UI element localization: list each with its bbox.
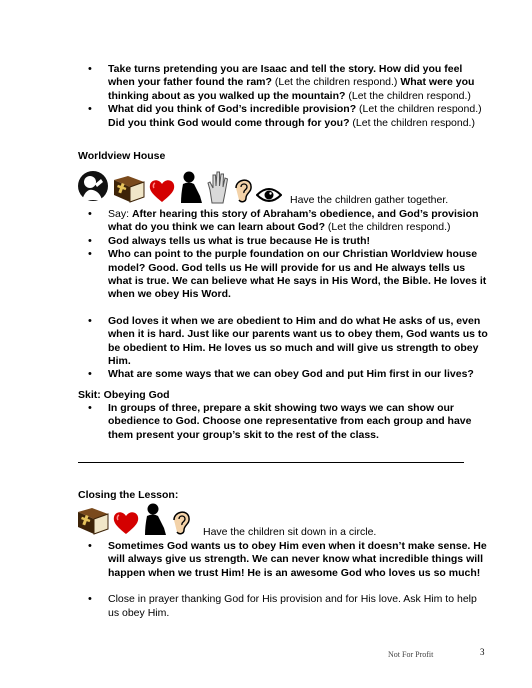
- section-heading-skit: Skit: Obeying God: [78, 389, 170, 401]
- silhouette-child-icon: [178, 170, 204, 204]
- praying-child-icon: [76, 170, 110, 204]
- section-heading-closing: Closing the Lesson:: [78, 489, 179, 501]
- list-item: [78, 368, 488, 381]
- spacer: [78, 580, 488, 593]
- closing-list: [78, 540, 488, 620]
- ear-icon: [170, 506, 192, 536]
- question-text: What did you think of God’s incredible provision?: [108, 103, 357, 116]
- worldview-caption: Have the children gather together.: [290, 194, 449, 206]
- hand-icon: [206, 170, 230, 204]
- note-text: (Let the children respond.): [271, 76, 401, 89]
- worldview-icon-row: [76, 170, 282, 204]
- list-item: [78, 540, 488, 580]
- list-item: [78, 315, 488, 369]
- note-text: (Let the children respond.): [325, 221, 451, 234]
- statement-text: Sometimes God wants us to obey Him even when it doesn’t make sense. He will always give us strength. We can never know what incredible things will happen when we trust Him! He is an awesome God who loves us so much!: [108, 540, 487, 579]
- statement-text: God always tells us what is true because He is truth!: [108, 234, 370, 247]
- eye-icon: [256, 186, 282, 204]
- bible-icon: [112, 174, 146, 204]
- note-text: Say:: [108, 208, 132, 220]
- list-item: [78, 63, 488, 103]
- heart-icon: [112, 510, 140, 536]
- divider-line: [78, 462, 464, 463]
- instruction-text: In groups of three, prepare a skit showing two ways we can show our obedience to God. Choose one representative from each group and have them present your group’s skit to the rest of the class.: [108, 402, 472, 441]
- list-item: [78, 593, 488, 620]
- list-item: [78, 248, 488, 302]
- page-number: 3: [480, 647, 485, 657]
- list-item: [78, 235, 488, 248]
- ear-icon: [232, 174, 254, 204]
- question-text: What were you thinking about as you walked up the mountain?: [108, 76, 475, 102]
- note-text: (Let the children respond.): [345, 89, 471, 102]
- statement-text: God loves it when we are obedient to Him and do what He asks of us, even when it is hard. Just like our parents want us to obey them, God wants us to be obedient to Him. He loves us so much and will give us strength to obey Him.: [108, 314, 488, 368]
- question-text: What are some ways that we can obey God and put Him first in our lives?: [108, 368, 474, 381]
- note-text: (Let the children respond.): [356, 103, 482, 116]
- question-text: Did you think God would come through for you?: [108, 116, 350, 129]
- closing-caption: Have the children sit down in a circle.: [203, 526, 377, 538]
- question-text: Take turns pretending you are Isaac and tell the story. How did you feel when your father found the ram?: [108, 63, 463, 89]
- list-item: [78, 402, 488, 442]
- prayer-text: Close in prayer thanking God for His provision and for His love. Ask Him to help us obey Him.: [108, 593, 477, 619]
- note-text: (Let the children respond.): [349, 116, 475, 129]
- spacer: [78, 302, 488, 315]
- list-item: [78, 208, 488, 235]
- intro-list: [78, 63, 488, 130]
- worldview-list: [78, 208, 488, 382]
- heart-icon: [148, 178, 176, 204]
- skit-list: [78, 402, 488, 442]
- closing-icon-row: [76, 502, 192, 536]
- statement-text: Who can point to the purple foundation on our Christian Worldview house model? Good. God tells us He will provide for us and He always tells us what is true. We can believe what He says in His Word, the Bible. He loves it when we obey His Word.: [108, 248, 487, 301]
- footer-text: Not For Profit: [388, 650, 434, 659]
- section-heading-worldview: Worldview House: [78, 150, 166, 162]
- list-item: [78, 103, 488, 130]
- silhouette-child-icon: [142, 502, 168, 536]
- say-text: After hearing this story of Abraham’s obedience, and God’s provision what do you think we can learn about God?: [108, 208, 479, 234]
- bible-icon: [76, 506, 110, 536]
